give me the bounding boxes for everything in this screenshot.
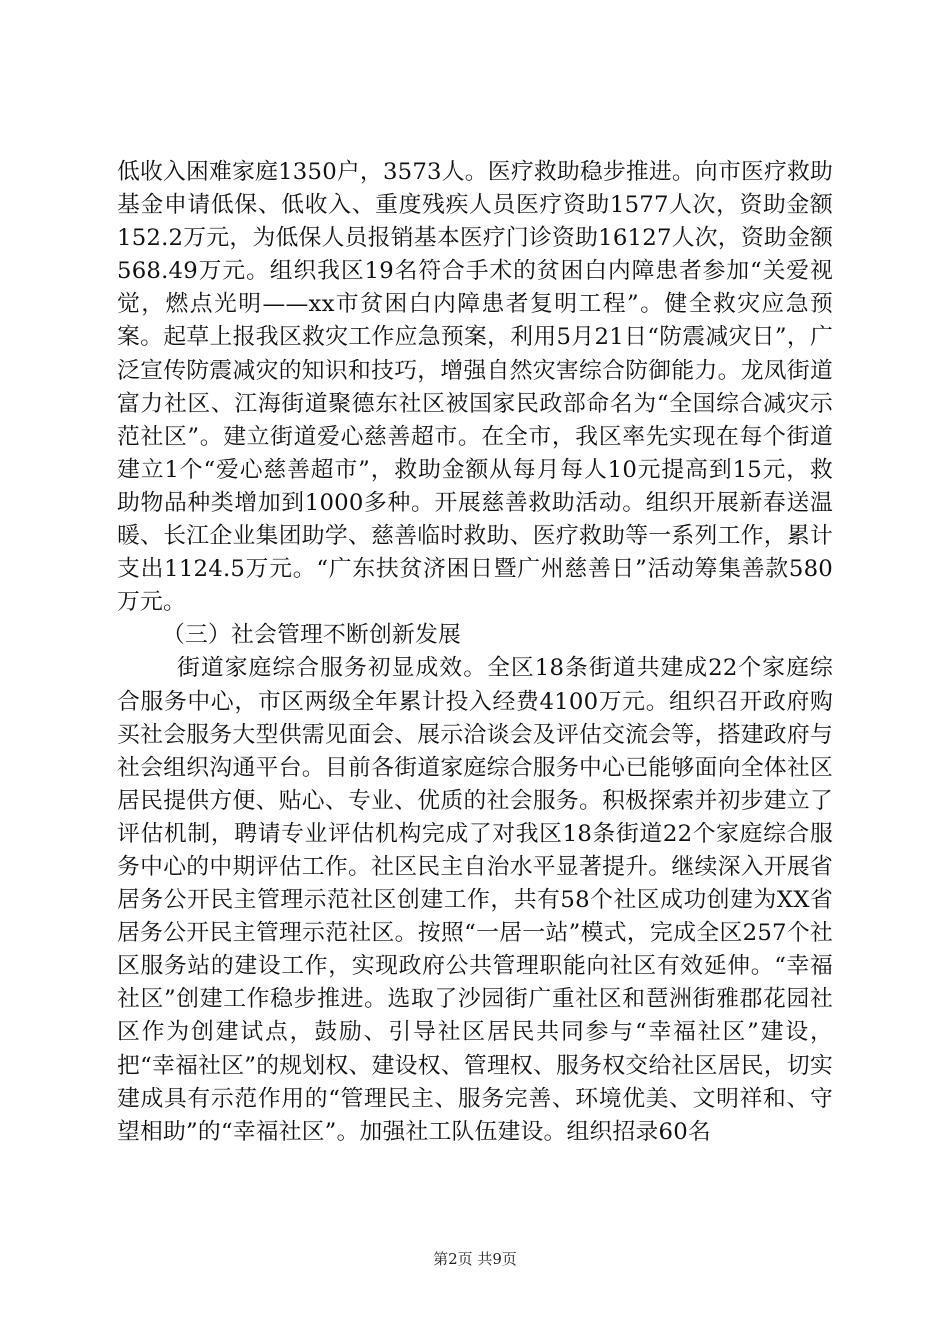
page-footer: 第2页 共9页 [433, 1250, 517, 1268]
section-heading: （三）社会管理不断创新发展 [162, 622, 461, 649]
paragraph-continuation: 低收入困难家庭1350户，3573人。医疗救助稳步推进。向市医疗救助基金申请低保、低收入、重度残疾人员医疗资助1577人次，资助金额152.2万元，为低保人员报销基本医疗门诊资助16127人次，资助金额568.49万元。组织我区19名符合手术的贫困白内障患者参加“关爱视觉，燃点光明——xx市贫困白内障患者复明工程”。健全救灾应急预案。起草上报我区救灾工作应急预案，利用5月21日“防震减灾日”，广泛宣传防震减灾的知识和技巧，增强自然灾害综合防御能力。龙凤街道富力社区、江海街道聚德东社区被国家民政部命名为“全国综合减灾示范社区”。建立街道爱心慈善超市。在全市，我区率先实现在每个街道建立1个“爱心慈善超市”，救助金额从每月每人10元提高到15元，救助物品种类增加到1000多种。开展慈善救助活动。组织开展新春送温暖、长江企业集团助学、慈善临时救助、医疗救助等一系列工作，累计支出1124.5万元。“广东扶贫济困日暨广州慈善日”活动筹集善款580万元。 [117, 159, 833, 616]
paragraph-body: 街道家庭综合服务初显成效。全区18条街道共建成22个家庭综合服务中心，市区两级全年累计投入经费4100万元。组织召开政府购买社会服务大型供需见面会、展示洽谈会及评估交流会等，搭建政府与社会组织沟通平台。目前各街道家庭综合服务中心已能够面向全体社区居民提供方便、贴心、专业、优质的社会服务。积极探索并初步建立了评估机制，聘请专业评估机构完成了对我区18条街道22个家庭综合服务中心的中期评估工作。社区民主自治水平显著提升。继续深入开展省居务公开民主管理示范社区创建工作，共有58个社区成功创建为XX省居务公开民主管理示范社区。按照“一居一站”模式，完成全区257个社区服务站的建设工作，实现政府公共管理职能向社区有效延伸。“幸福社区”创建工作稳步推进。选取了沙园街广重社区和琶洲街雅郡花园社区作为创建试点，鼓励、引导社区居民共同参与“幸福社区”建设，把“幸福社区”的规划权、建设权、管理权、服务权交给社区居民，切实建成具有示范作用的“管理民主、服务完善、环境优美、文明祥和、守望相助”的“幸福社区”。加强社工队伍建设。组织招录60名 [117, 655, 833, 1145]
document-body [117, 156, 833, 1149]
